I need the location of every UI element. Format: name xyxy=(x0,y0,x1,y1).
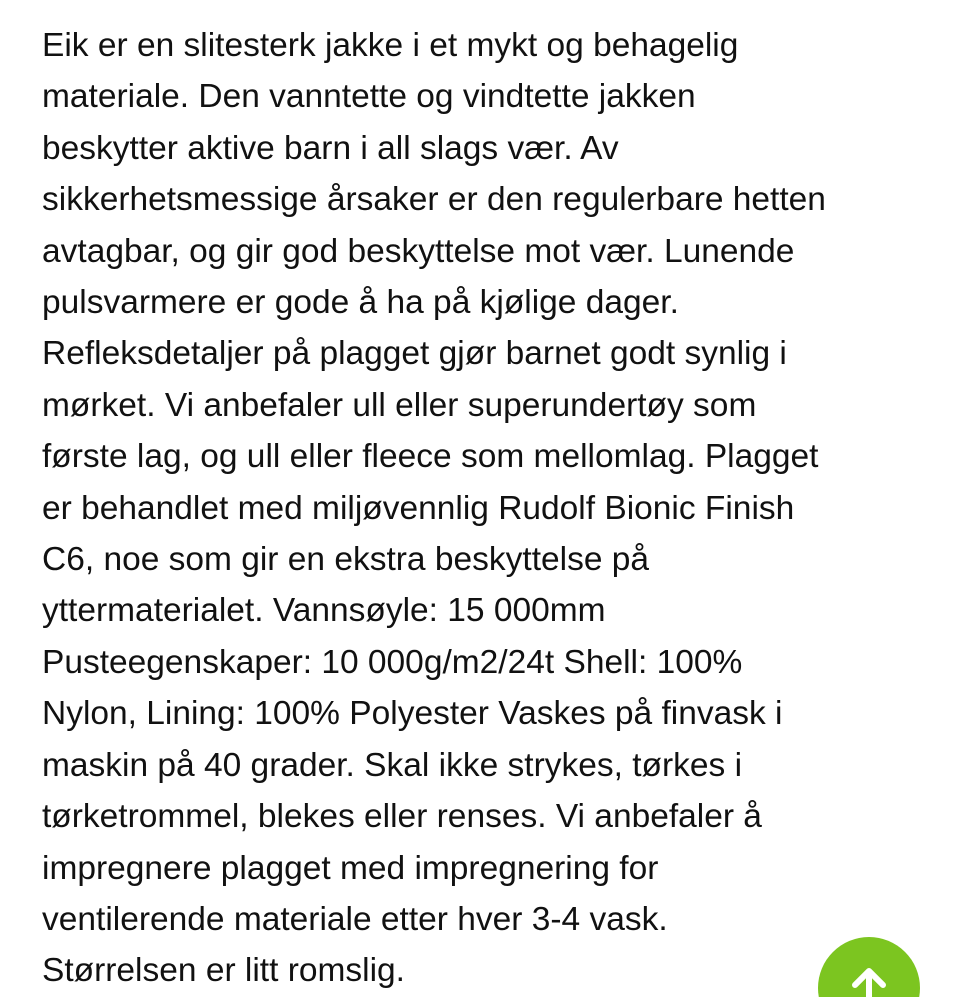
description-line: maskin på 40 grader. Skal ikke strykes, tørkes i xyxy=(42,746,743,784)
description-line: tørketrommel, blekes eller renses. Vi anbefaler å xyxy=(42,798,762,836)
description-line: Refleksdetaljer på plagget gjør barnet godt synlig i xyxy=(42,335,787,373)
description-line: Pusteegenskaper: 10 000g/m2/24t Shell: 100% xyxy=(42,643,743,681)
description-line: beskytter aktive barn i all slags vær. Av xyxy=(42,129,619,167)
description-line: sikkerhetsmessige årsaker er den regulerbare hetten xyxy=(42,181,826,219)
description-line: avtagbar, og gir god beskyttelse mot vær. Lunende xyxy=(42,232,795,270)
product-description xyxy=(42,20,942,997)
description-line: pulsvarmere er gode å ha på kjølige dager. xyxy=(42,284,679,322)
description-line: ventilerende materiale etter hver 3-4 vask. xyxy=(42,900,668,938)
description-line: materiale. Den vanntette og vindtette jakken xyxy=(42,78,696,116)
description-line: C6, noe som gir en ekstra beskyttelse på xyxy=(42,541,650,579)
description-line: impregnere plagget med impregnering for xyxy=(42,849,659,887)
description-line: yttermaterialet. Vannsøyle: 15 000mm xyxy=(42,592,606,630)
description-line: Nylon, Lining: 100% Polyester Vaskes på finvask i xyxy=(42,695,783,733)
arrow-up-icon xyxy=(848,965,890,997)
description-line: Eik er en slitesterk jakke i et mykt og behagelig xyxy=(42,27,739,64)
description-line: Størrelsen er litt romslig. xyxy=(42,952,405,990)
description-line: første lag, og ull eller fleece som mellomlag. Plagget xyxy=(42,438,819,476)
description-line: mørket. Vi anbefaler ull eller superundertøy som xyxy=(42,386,757,424)
description-line: er behandlet med miljøvennlig Rudolf Bionic Finish xyxy=(42,489,795,527)
